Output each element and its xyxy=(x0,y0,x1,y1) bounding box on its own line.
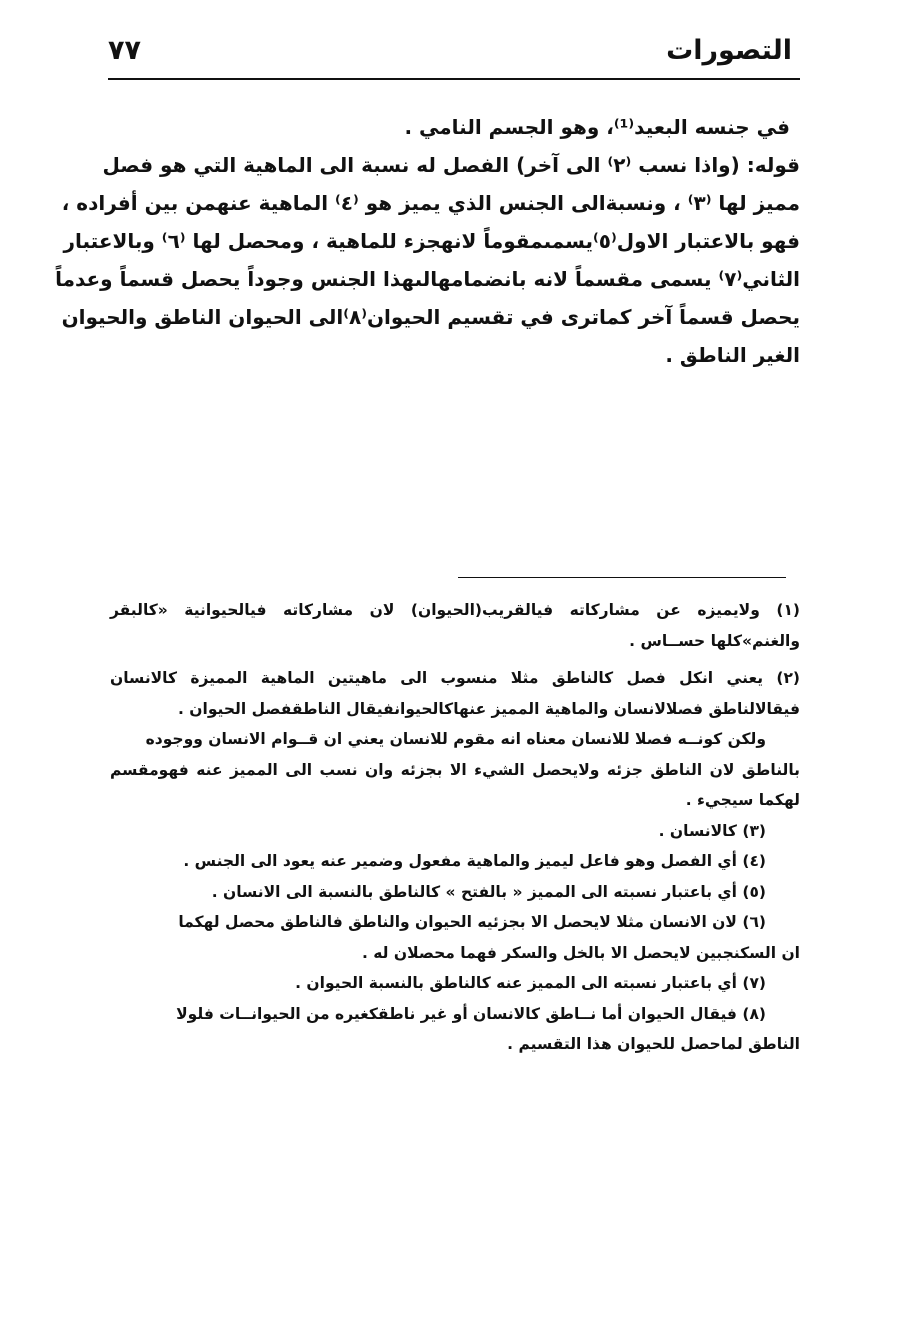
main-text-line: قوله: (واذا نسب ⁽٢⁾ الى آخر) الفصل له نسبة الى الماهية التي هو فصل xyxy=(102,153,800,177)
header-rule xyxy=(108,78,800,80)
main-text-line: فهو بالاعتبار الاول⁽٥⁾يسمىمقوماً لانهجزء للماهية ، ومحصل لها ⁽٦⁾ وبالاعتبار xyxy=(63,229,800,253)
main-text-line: الثاني⁽٧⁾ يسمى مقسماً لانه بانضمامهالىهذا الجنس وجوداً يحصل قسماً وعدماً xyxy=(55,267,800,291)
footnote-line: (٨) فيقال الحيوان أما نــاطق كالانسان أو غير ناطقكغيره من الحيوانــات فلولا xyxy=(176,1004,766,1023)
footnote-line: (٥) أي باعتبار نسبته الى المميز « بالفتح » كالناطق بالنسبة الى الانسان . xyxy=(211,882,766,901)
footnote-line: ولكن كونــه فصلا للانسان معناه انه مقوم للانسان يعني ان قــوام الانسان ووجوده xyxy=(145,730,766,748)
footnote-line: والغنم»كلها حســاس . xyxy=(629,631,800,650)
main-text-line: مميز لها ⁽٣⁾ ، ونسبةالى الجنس الذي يميز هو ⁽٤⁾ الماهية عنهمن بين أفراده ، xyxy=(61,191,800,215)
footnote-line: ان السكنجبين لايحصل الا بالخل والسكر فهما محصلان له . xyxy=(361,943,800,962)
footnote-line: بالناطق لان الناطق جزئه ولايحصل الشيء الا بجزئه وان نسب الى المميز عنه فهومقسم xyxy=(110,760,800,779)
footnote-line: (٢) يعني انكل فصل كالناطق مثلا منسوب الى ماهيتين الماهية المميزة كالانسان xyxy=(110,669,800,687)
footnote-line: (٤) أي الفصل وهو فاعل ليميز والماهية مفعول وضمير عنه يعود الى الجنس . xyxy=(183,852,766,870)
main-text xyxy=(55,108,800,374)
page-header xyxy=(108,34,792,74)
footnote-line: الناطق لماحصل للحيوان هذا التقسيم . xyxy=(507,1035,800,1053)
main-text-line: في جنسه البعيد⁽¹⁾، وهو الجسم النامي . xyxy=(404,115,790,139)
footnote-line: (٧) أي باعتبار نسبته الى المميز عنه كالناطق بالنسبة الحيوان . xyxy=(295,974,766,992)
chapter-title: التصورات xyxy=(666,35,792,66)
main-text-line: يحصل قسماً آخر كماترى في تقسيم الحيوان⁽٨⁾الى الحيوان الناطق والحيوان xyxy=(61,305,800,329)
footnotes xyxy=(110,595,800,1060)
main-text-line: الغير الناطق . xyxy=(665,343,800,367)
footnote-line: (٦) لان الانسان مثلا لايحصل الا بجزئيه الحيوان والناطق فالناطق محصل لهكما xyxy=(178,913,766,931)
footnote-line: (١) ولايميزه عن مشاركاته فيالقريب(الحيوان) لان مشاركاته فيالحيوانية «كالبقر xyxy=(110,601,800,619)
footnote-separator xyxy=(458,577,786,578)
page-number: ٧٧ xyxy=(108,35,141,66)
footnote-line: لهكما سيجيء . xyxy=(685,791,800,809)
footnote-line: (٣) كالانسان . xyxy=(658,821,766,840)
footnote-line: فيقالالناطق فصلالانسان والماهية المميز عنهاكالحيوانفيقال الناطقفصل الحيوان . xyxy=(178,699,800,718)
